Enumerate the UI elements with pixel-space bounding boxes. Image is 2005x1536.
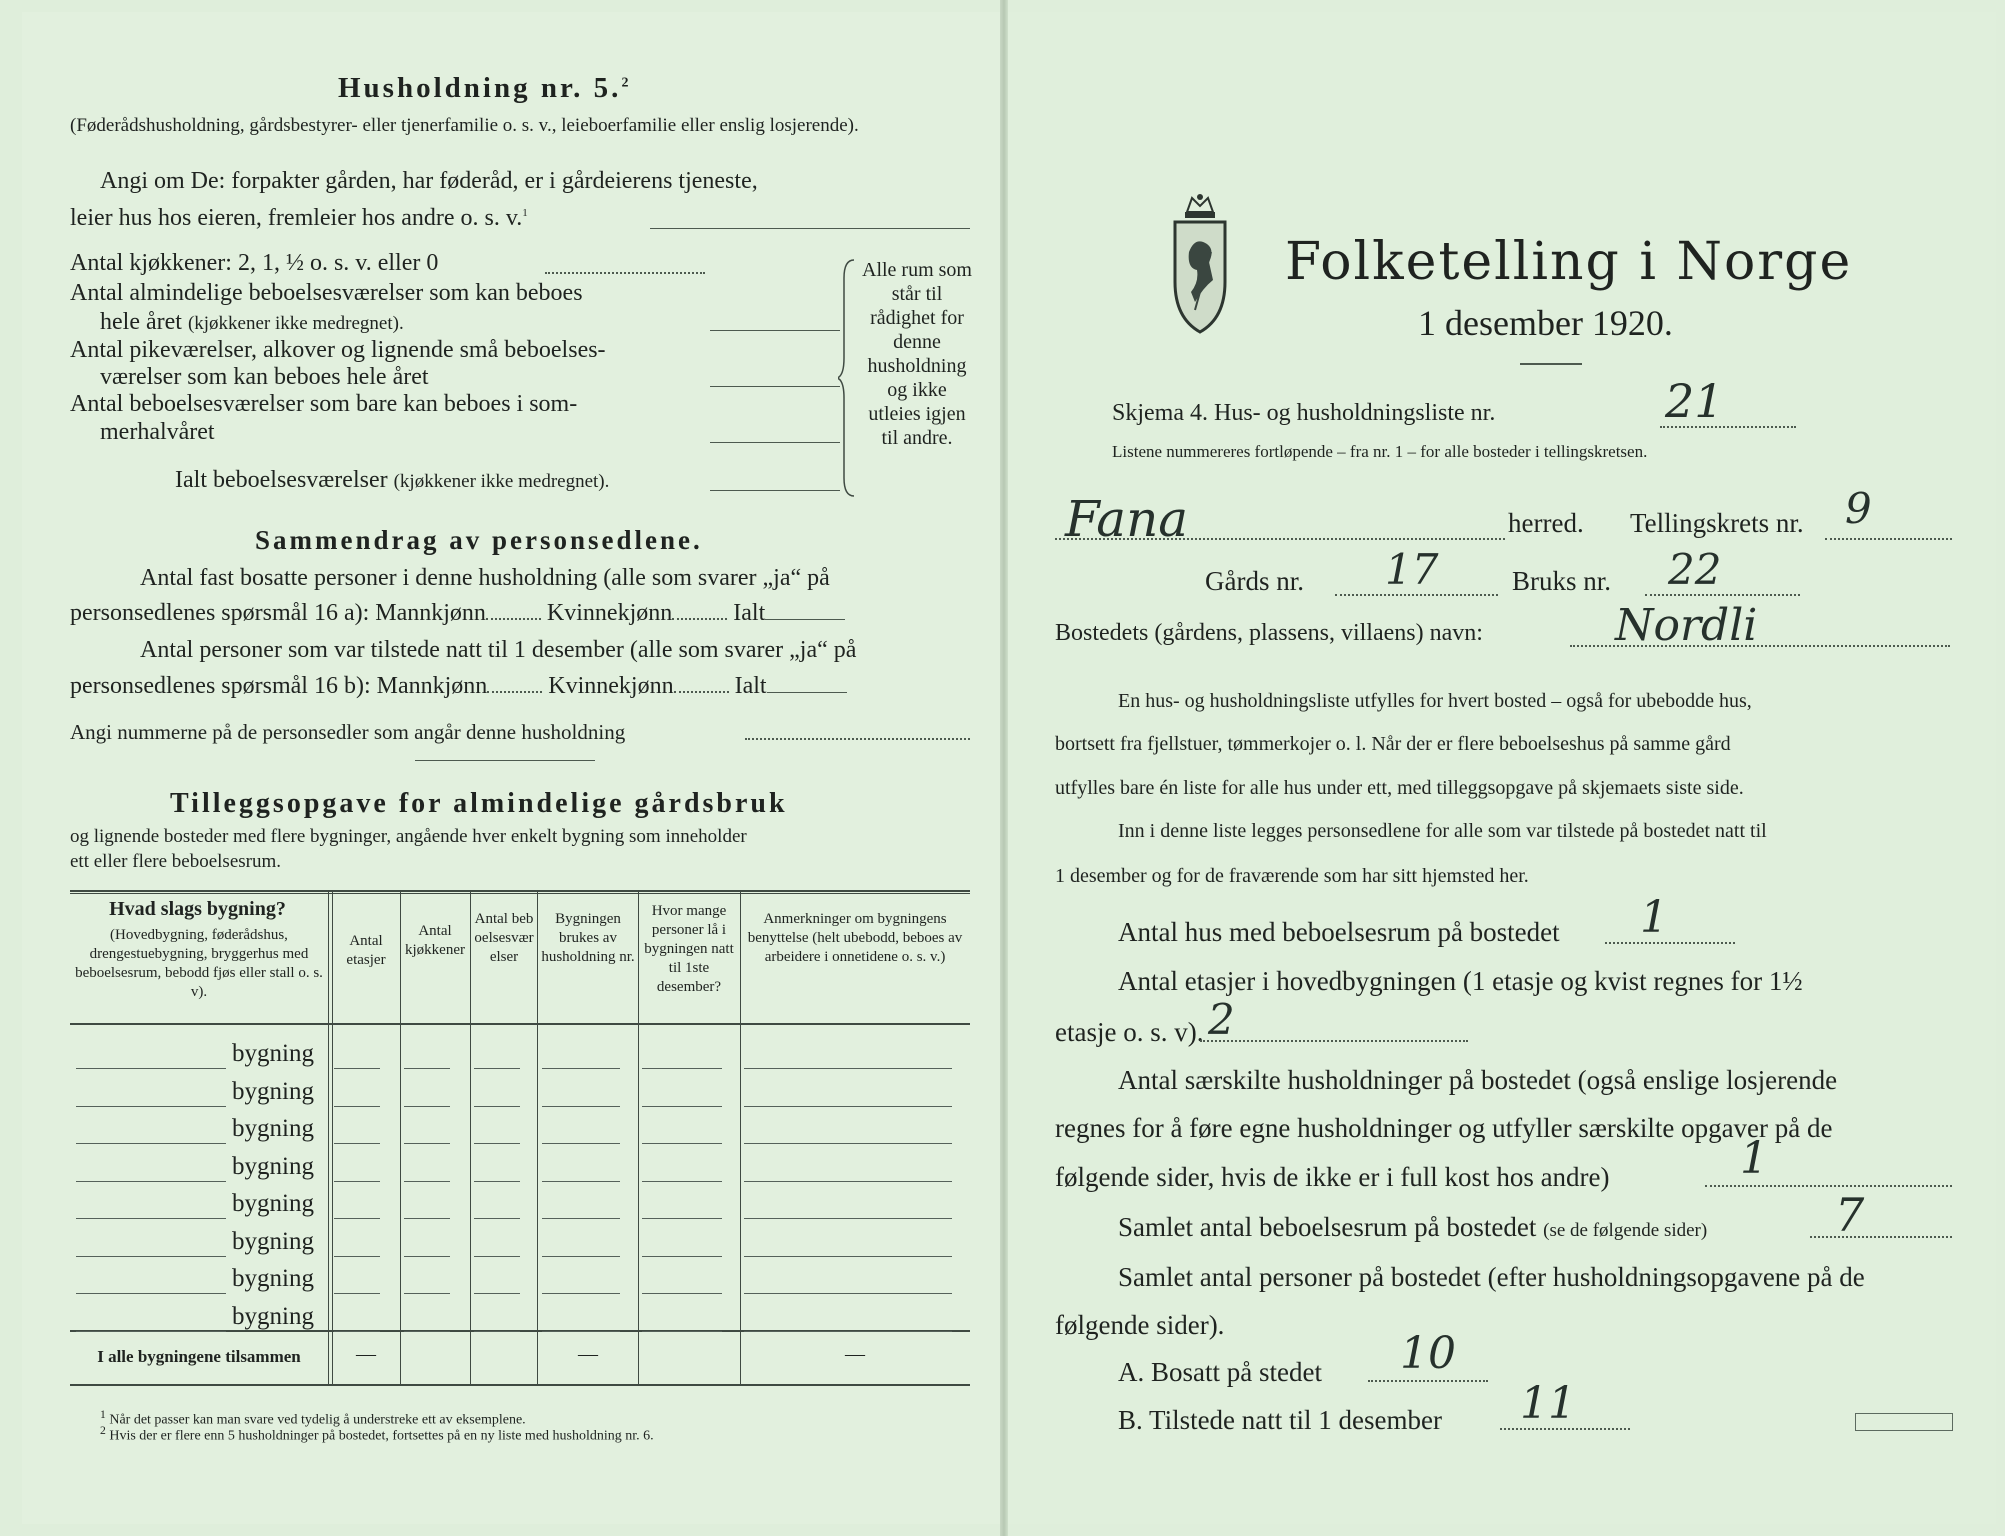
printer-stamp [1855, 1413, 1953, 1431]
col-header-type: Hvad slags bygning? [109, 898, 286, 920]
table-cell-line [542, 1331, 620, 1332]
angi-nummer-line [745, 738, 970, 740]
row-label-bygning: bygning [232, 1040, 314, 1067]
table-cell-line [404, 1106, 450, 1107]
antal-hus-label: Antal hus med beboelsesrum på bostedet [1118, 917, 1560, 947]
page-fold [1000, 0, 1008, 1536]
title-divider [1520, 363, 1582, 365]
table-cell-line [334, 1331, 380, 1332]
bruks-value: 22 [1668, 545, 1722, 594]
rooms-summer-2: merhalvåret [100, 419, 215, 445]
main-title: Folketelling i Norge [1285, 232, 1853, 292]
tellingskrets-line [1825, 538, 1952, 540]
table-cell-line [642, 1068, 722, 1069]
table-cell-line [474, 1143, 520, 1144]
tellingskrets-label: Tellingskrets nr. [1630, 508, 1804, 538]
row-label-bygning: bygning [232, 1077, 314, 1105]
bruks-label: Bruks nr. [1512, 566, 1612, 596]
row-label-bygning: bygning [232, 1190, 314, 1217]
herred-value: Fana [1065, 490, 1189, 548]
hush-line-3: følgende sider, hvis de ikke er i full kost hos andre) [1055, 1162, 1610, 1192]
col-header-type-desc: (Hovedbygning, føderådshus, drengestuebygning, bryggerhus med beboelsesrum, bebodd fjøs eller stall o. s. v). [75, 927, 323, 1000]
total-label: I alle bygningene tilsammen [97, 1347, 301, 1366]
summary-p2-line1: Antal personer som var tilstede natt til 1 desember (alle som svarer „ja“ på [140, 637, 857, 663]
bosatt-line [1368, 1380, 1488, 1382]
table-cell-line [642, 1331, 722, 1332]
table-cell-line [542, 1256, 620, 1257]
rooms-kitchens: Antal kjøkkener: 2, 1, ½ o. s. v. eller 0 [70, 250, 439, 276]
ordinary-answer-line [710, 330, 840, 331]
row-lead-line [76, 1106, 226, 1107]
brace-bracket [838, 258, 860, 498]
total-floors: — [356, 1343, 376, 1365]
gards-label: Gårds nr. [1205, 566, 1304, 596]
table-cell-line [542, 1293, 620, 1294]
table-cell-line [474, 1106, 520, 1107]
row-lead-line [76, 1143, 226, 1144]
table-cell-line [474, 1293, 520, 1294]
tilstede-line [1500, 1428, 1630, 1430]
col-header-persons: Hvor mange personer lå i bygningen natt til 1ste desember? [644, 903, 734, 995]
kitchens-line [545, 272, 705, 274]
census-date: 1 desember 1920. [1418, 303, 1673, 343]
row-label-bygning: bygning [232, 1227, 314, 1255]
row-lead-line [76, 1068, 226, 1069]
table-cell-line [334, 1068, 380, 1069]
table-cell-line [642, 1106, 722, 1107]
rooms-ordinary-1: Antal almindelige beboelsesværelser som kan beboes [70, 280, 583, 306]
tilstede-label: B. Tilstede natt til 1 desember [1118, 1405, 1442, 1435]
bracket-note: Alle rum som står til rådighet for denne husholdning og ikke utleies igjen til andre. [862, 259, 972, 449]
table-cell-line [542, 1106, 620, 1107]
table-cell-line [642, 1293, 722, 1294]
table-cell-line [404, 1256, 450, 1257]
total-rooms: Ialt beboelsesværelser (kjøkkener ikke medregnet). [175, 467, 610, 493]
bruks-line [1645, 594, 1800, 596]
summer-answer-line [710, 442, 840, 443]
instruction-2: bortsett fra fjellstuer, tømmerkojer o. l. Når der er flere beboelseshus på samme gård [1055, 733, 1731, 755]
bosted-value: Nordli [1615, 600, 1758, 651]
table-cell-line [404, 1218, 450, 1219]
table-cell-line [744, 1181, 952, 1182]
table-cell-line [542, 1181, 620, 1182]
table-cell-line [744, 1106, 952, 1107]
table-cell-line [334, 1181, 380, 1182]
table-cell-line [404, 1068, 450, 1069]
table-cell-line [334, 1143, 380, 1144]
skjema-number: 21 [1665, 374, 1724, 428]
bosatt-label: A. Bosatt på stedet [1118, 1357, 1322, 1387]
small-answer-line [710, 386, 840, 387]
total-household: — [578, 1343, 598, 1365]
table-cell-line [744, 1143, 952, 1144]
angi-nummer: Angi nummerne på de personsedler som angår denne husholdning [70, 720, 626, 744]
samlet-pers-line-2: følgende sider). [1055, 1310, 1225, 1340]
table-cell-line [744, 1068, 952, 1069]
col-header-kitchens: Antal kjøkkener [405, 923, 465, 958]
row-lead-line [76, 1256, 226, 1257]
hush-value: 1 [1740, 1133, 1768, 1184]
etasjer-line-2: etasje o. s. v). [1055, 1017, 1204, 1047]
skjema-line [1660, 426, 1796, 428]
summary-title: Sammendrag av personsedlene. [255, 525, 703, 555]
row-label-bygning: bygning [232, 1115, 314, 1142]
rooms-small-1: Antal pikeværelser, alkover og lignende små beboelses- [70, 337, 606, 363]
summary-p2-line2: personsedlenes spørsmål 16 b): Mannkjønn Kvinnekjønn Ialt [70, 673, 847, 700]
summary-p1-line1: Antal fast bosatte personer i denne husholdning (alle som svarer „ja“ på [140, 565, 830, 591]
table-cell-line [642, 1143, 722, 1144]
bosted-line [1570, 645, 1950, 647]
rooms-ordinary-2: hele året (kjøkkener ikke medregnet). [100, 309, 404, 335]
table-cell-line [334, 1106, 380, 1107]
total-rooms-line [710, 490, 840, 491]
table-cell-line [404, 1181, 450, 1182]
col-header-floors: Antal etasjer [346, 933, 386, 968]
table-cell-line [642, 1181, 722, 1182]
table-cell-line [334, 1256, 380, 1257]
rooms-summer-1: Antal beboelsesværelser som bare kan beboes i som- [70, 391, 578, 417]
table-cell-line [474, 1218, 520, 1219]
tillegg-title: Tilleggsopgave for almindelige gårdsbruk [170, 788, 788, 819]
row-label-bygning: bygning [232, 1152, 314, 1180]
table-cell-line [474, 1068, 520, 1069]
angi-line-2: leier hus hos eieren, fremleier hos andre o. s. v.$^1$ [70, 205, 528, 231]
table-cell-line [642, 1256, 722, 1257]
table-cell-line [474, 1256, 520, 1257]
footnote-1: $^1$ Når det passer kan man svare ved tydelig å understreke ett av eksemplene. [100, 1408, 526, 1428]
table-cell-line [474, 1331, 520, 1332]
herred-line [1055, 538, 1505, 540]
col-header-household: Bygningen brukes av husholdning nr. [541, 911, 635, 965]
table-cell-line [474, 1181, 520, 1182]
section-divider [415, 760, 595, 761]
listene-note: Listene nummereres fortløpende – fra nr. 1 – for alle bosteder i tellingskretsen. [1112, 442, 1648, 461]
hush-line-2: regnes for å føre egne husholdninger og utfyller særskilte opgaver på de [1055, 1113, 1833, 1143]
gards-line [1335, 594, 1498, 596]
samlet-rum-label: Samlet antal beboelsesrum på bostedet (se de følgende sider) [1118, 1212, 1708, 1242]
row-label-bygning: bygning [232, 1302, 314, 1330]
instruction-3: utfylles bare én liste for alle hus under ett, med tilleggsopgave på skjemaets siste side. [1055, 777, 1744, 799]
table-cell-line [542, 1218, 620, 1219]
row-lead-line [76, 1331, 226, 1332]
antal-hus-value: 1 [1640, 892, 1668, 943]
table-cell-line [404, 1293, 450, 1294]
tillegg-desc-2: ett eller flere beboelsesrum. [70, 851, 282, 872]
household-title: Husholdning nr. 5.$^2$ [338, 72, 632, 104]
col-header-remarks: Anmerkninger om bygningens benyttelse (helt ubebodd, beboes av arbeidere i onnetidene o. s. v.) [747, 911, 963, 965]
col-header-rooms: Antal beboelsesværelser [474, 911, 534, 965]
row-lead-line [76, 1181, 226, 1182]
table-cell-line [744, 1218, 952, 1219]
footnote-2: $^2$ Hvis der er flere enn 5 husholdninger på bostedet, fortsettes på en ny liste med husholdning nr. 6. [100, 1424, 654, 1444]
table-cell-line [542, 1143, 620, 1144]
etasjer-answer-line [1200, 1040, 1468, 1042]
samlet-rum-value: 7 [1835, 1188, 1865, 1242]
table-cell-line [404, 1143, 450, 1144]
skjema-label: Skjema 4. Hus- og husholdningsliste nr. [1112, 400, 1496, 426]
row-lead-line [76, 1218, 226, 1219]
gards-value: 17 [1385, 545, 1439, 594]
table-cell-line [744, 1256, 952, 1257]
table-cell-line [404, 1331, 450, 1332]
table-cell-line [744, 1331, 952, 1332]
table-cell-line [744, 1293, 952, 1294]
instruction-5: 1 desember og for de fraværende som har sitt hjemsted her. [1055, 865, 1529, 887]
etasjer-value: 2 [1208, 995, 1235, 1044]
table-cell-line [334, 1293, 380, 1294]
antal-hus-line [1605, 942, 1735, 944]
total-remarks: — [845, 1343, 865, 1365]
samlet-rum-line [1810, 1236, 1952, 1238]
rooms-small-2: værelser som kan beboes hele året [100, 364, 429, 390]
norway-coat-of-arms-icon [1165, 192, 1235, 340]
tellingskrets-value: 9 [1845, 484, 1872, 533]
row-label-bygning: bygning [232, 1265, 314, 1292]
tillegg-desc-1: og lignende bosteder med flere bygninger, angående hver enkelt bygning som inneholder [70, 826, 747, 847]
angi-answer-line [650, 228, 970, 229]
instruction-1: En hus- og husholdningsliste utfylles for hvert bosted – også for ubebodde hus, [1118, 690, 1752, 712]
etasjer-line-1: Antal etasjer i hovedbygningen (1 etasje og kvist regnes for 1½ [1118, 966, 1803, 996]
buildings-table [70, 890, 970, 1385]
summary-p1-line2: personsedlenes spørsmål 16 a): Mannkjønn Kvinnekjønn Ialt [70, 600, 845, 627]
table-cell-line [334, 1218, 380, 1219]
table-cell-line [642, 1218, 722, 1219]
angi-line-1: Angi om De: forpakter gården, har føderåd, er i gårdeierens tjeneste, [100, 168, 758, 194]
bosted-label: Bostedets (gårdens, plassens, villaens) navn: [1055, 620, 1483, 646]
herred-label: herred. [1508, 508, 1584, 538]
household-description: (Føderådshusholdning, gårdsbestyrer- eller tjenerfamilie o. s. v., leieboerfamilie eller enslig losjerende). [70, 115, 859, 136]
hush-answer-line [1705, 1185, 1952, 1187]
tilstede-value: 11 [1520, 1378, 1576, 1429]
table-cell-line [542, 1068, 620, 1069]
samlet-pers-line-1: Samlet antal personer på bostedet (efter husholdningsopgavene på de [1118, 1262, 1865, 1292]
row-lead-line [76, 1293, 226, 1294]
hush-line-1: Antal særskilte husholdninger på bostedet (også enslige losjerende [1118, 1065, 1838, 1095]
instruction-4: Inn i denne liste legges personsedlene for alle som var tilstede på bostedet natt til [1118, 820, 1767, 842]
bosatt-value: 10 [1400, 1328, 1456, 1379]
